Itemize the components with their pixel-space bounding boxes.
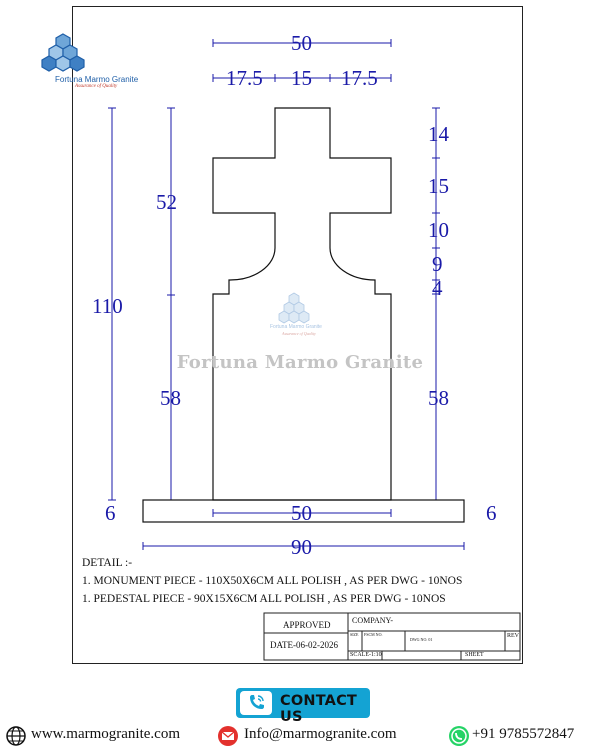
dim-top-left: 17.5 — [226, 66, 263, 90]
title-date: DATE-06-02-2026 — [270, 640, 338, 650]
phone-number[interactable]: +91 9785572847 — [472, 726, 575, 742]
watermark-logo — [279, 293, 309, 323]
center-watermark: Fortuna Marmo Granite — [176, 352, 424, 373]
dim-base-right: 6 — [486, 501, 497, 525]
dim-left-lower: 58 — [160, 386, 181, 410]
title-approved: APPROVED — [283, 620, 331, 630]
dim-right-1: 14 — [428, 122, 449, 146]
dim-base-left: 6 — [105, 501, 116, 525]
dimension-lines — [108, 39, 464, 550]
dim-right-3: 10 — [428, 218, 449, 242]
dim-base-total: 90 — [291, 535, 312, 559]
website-link[interactable]: www.marmogranite.com — [31, 726, 180, 742]
dim-right-6: 58 — [428, 386, 449, 410]
phone-icon — [240, 691, 272, 715]
dim-left-upper: 52 — [156, 190, 177, 214]
dim-right-4: 9 — [432, 252, 443, 276]
detail-line-2: 1. PEDESTAL PIECE - 90X15X6CM ALL POLISH , AS PER DWG - 10NOS — [82, 593, 446, 605]
brand-tagline: Assurance of Quality — [75, 84, 118, 89]
title-size: SIZE — [350, 632, 359, 637]
detail-line-1: 1. MONUMENT PIECE - 110X50X6CM ALL POLISH , AS PER DWG - 10NOS — [82, 575, 463, 587]
title-dwg-no: DWG NO. 01 — [410, 637, 433, 642]
title-company: COMPANY- — [352, 616, 394, 625]
dim-left-total: 110 — [92, 294, 123, 318]
dim-right-2: 15 — [428, 174, 449, 198]
watermark-brand-name: Fortuna Marmo Granite — [270, 324, 322, 330]
email-link[interactable]: Info@marmogranite.com — [244, 726, 397, 742]
dim-top-total: 50 — [291, 31, 312, 55]
brand-name: Fortuna Marmo Granite — [55, 75, 139, 84]
contact-us-button[interactable] — [236, 688, 370, 725]
dim-top-right: 17.5 — [341, 66, 378, 90]
whatsapp-icon — [447, 724, 471, 748]
globe-icon — [5, 725, 27, 747]
title-fscm: FSCM NO. — [364, 632, 383, 637]
contact-us-label: CONTACT US — [280, 693, 358, 725]
detail-heading: DETAIL :- — [82, 557, 133, 569]
title-scale: SCALE-1:10 — [350, 652, 382, 658]
title-rev: REV — [507, 633, 519, 639]
brand-logo-hexagons — [42, 34, 84, 71]
email-icon — [216, 725, 240, 747]
watermark-tagline: Assurance of Quality — [282, 331, 316, 336]
title-sheet: SHEET — [465, 652, 484, 658]
dim-top-mid: 15 — [291, 66, 312, 90]
dim-right-5: 4 — [432, 276, 443, 300]
dim-base-inner: 50 — [291, 501, 312, 525]
